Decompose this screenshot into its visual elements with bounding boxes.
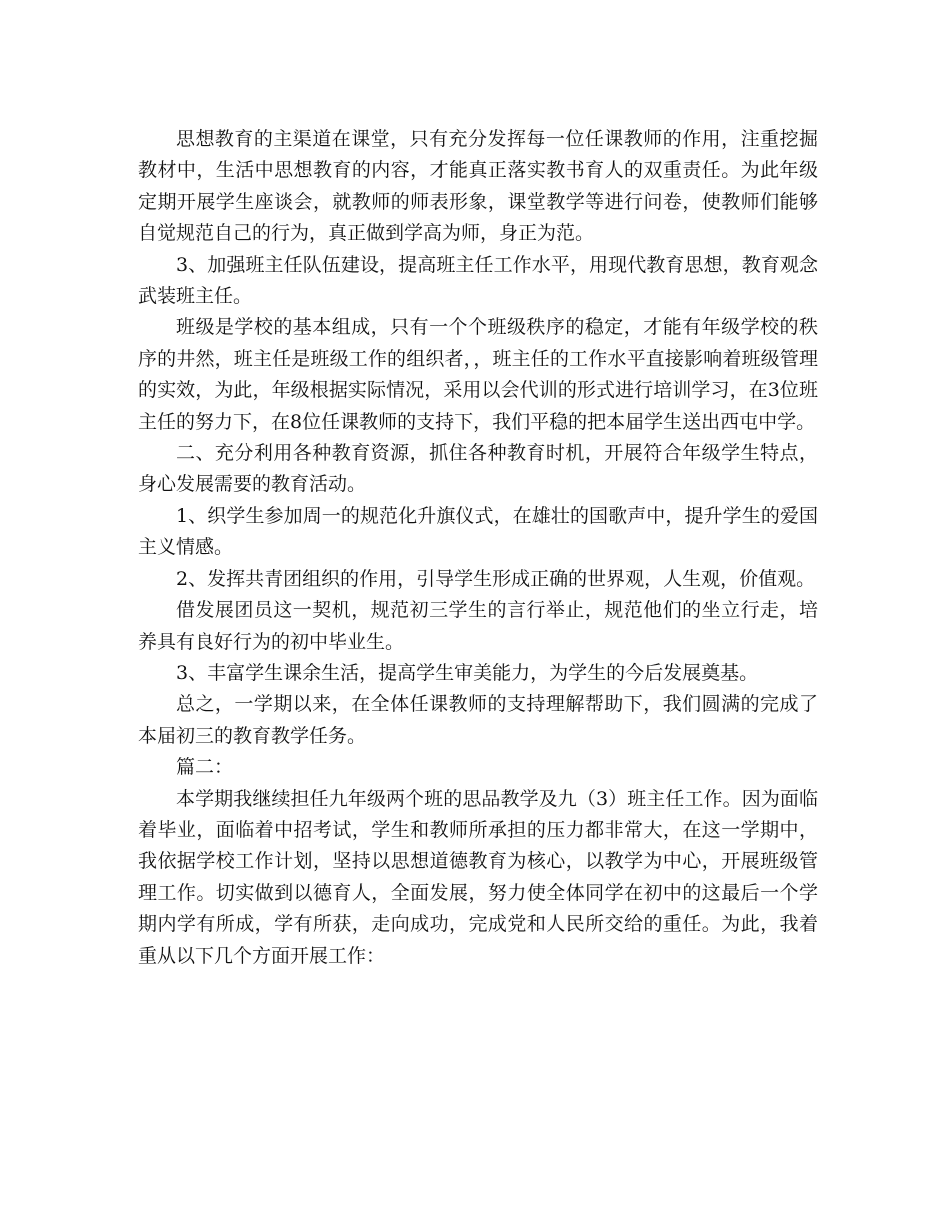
paragraph-extracurricular: 3、丰富学生课余生活，提高学生审美能力，为学生的今后发展奠基。 (176, 661, 759, 684)
paragraph-classroom-education: 思想教育的主渠道在课堂，只有充分发挥每一位任课教师的作用，注重挖掘教材中，生活中思想教育的内容，才能真正落实教书育人的双重责任。为此年级定期开展学生座谈会，就教师的师表形象，课堂教学等进行问卷，使教师们能够自觉规范自己的行为，真正做到学高为师，身正为范。 (138, 128, 818, 245)
paragraph-class-order: 班级是学校的基本组成，只有一个个班级秩序的稳定，才能有年级学校的秩序的井然，班主任是班级工作的组织者，，班主任的工作水平直接影响着班级管理的实效，为此，年级根据实际情况，采用以会代训的形式进行培训学习，在3位班主任的努力下，在8位任课教师的支持下，我们平稳的把本届学生送出西屯中学。 (138, 316, 818, 433)
paragraph-semester-work: 本学期我继续担任九年级两个班的思品教学及九（3）班主任工作。因为面临着毕业，面临着中招考试，学生和教师所承担的压力都非常大，在这一学期中，我依据学校工作计划，坚持以思想道德教育为核心，以教学为中心，开展班级管理工作。切实做到以德育人，全面发展，努力使全体同学在初中的这最后一个学期内学有所成，学有所获，走向成功，完成党和人民所交给的重任。为此，我着重从以下几个方面开展工作： (138, 787, 818, 967)
paragraph-youth-league: 2、发挥共青团组织的作用，引导学生形成正确的世界观，人生观，价值观。 (176, 567, 816, 590)
section-heading-part-two: 篇二： (176, 756, 234, 779)
paragraph-education-resources: 二、充分利用各种教育资源，抓住各种教育时机，开展符合年级学生特点，身心发展需要的教育活动。 (138, 442, 818, 496)
paragraph-member-development: 借发展团员这一契机，规范初三学生的言行举止，规范他们的坐立行走，培养具有良好行为的初中毕业生。 (138, 599, 818, 653)
paragraph-flag-ceremony: 1、织学生参加周一的规范化升旗仪式，在雄壮的国歌声中，提升学生的爱国主义情感。 (138, 504, 818, 559)
paragraph-head-teacher-team: 3、加强班主任队伍建设，提高班主任工作水平，用现代教育思想，教育观念武装班主任。 (138, 253, 818, 308)
paragraph-summary: 总之，一学期以来，在全体任课教师的支持理解帮助下，我们圆满的完成了本届初三的教育教学任务。 (138, 693, 818, 747)
